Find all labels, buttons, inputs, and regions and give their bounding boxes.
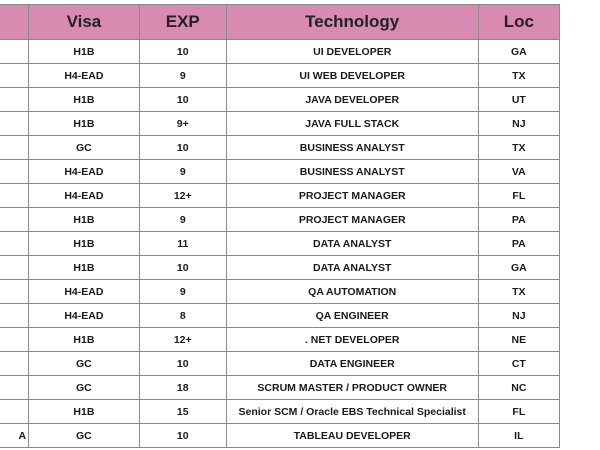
cell-technology: UI WEB DEVELOPER [226, 64, 478, 88]
cell-technology: PROJECT MANAGER [226, 208, 478, 232]
cell-visa: H1B [29, 256, 140, 280]
cell-exp: 8 [139, 304, 226, 328]
table-row [0, 160, 560, 184]
cell-loc: PA [478, 208, 559, 232]
cell-loc: CT [478, 352, 559, 376]
header-row [0, 5, 560, 40]
cell-name [0, 40, 29, 64]
cell-loc: NE [478, 328, 559, 352]
cell-exp: 9+ [139, 112, 226, 136]
cell-name [0, 280, 29, 304]
cell-exp: 10 [139, 424, 226, 448]
table-row [0, 184, 560, 208]
cell-exp: 10 [139, 352, 226, 376]
cell-visa: H4-EAD [29, 304, 140, 328]
table-row [0, 112, 560, 136]
cell-visa: H4-EAD [29, 64, 140, 88]
cell-visa: H1B [29, 400, 140, 424]
cell-visa: GC [29, 136, 140, 160]
cell-visa: H1B [29, 88, 140, 112]
cell-technology: SCRUM MASTER / PRODUCT OWNER [226, 376, 478, 400]
cell-loc: TX [478, 136, 559, 160]
cell-exp: 12+ [139, 184, 226, 208]
cell-exp: 10 [139, 136, 226, 160]
cell-visa: H1B [29, 208, 140, 232]
cell-exp: 18 [139, 376, 226, 400]
cell-technology: JAVA DEVELOPER [226, 88, 478, 112]
cell-name [0, 112, 29, 136]
cell-loc: TX [478, 64, 559, 88]
header-technology: Technology [226, 5, 478, 40]
cell-loc: NJ [478, 112, 559, 136]
table-row [0, 304, 560, 328]
table-row [0, 64, 560, 88]
cell-technology: . NET DEVELOPER [226, 328, 478, 352]
cell-exp: 9 [139, 208, 226, 232]
cell-name [0, 352, 29, 376]
cell-visa: H4-EAD [29, 184, 140, 208]
table-row [0, 328, 560, 352]
cell-exp: 9 [139, 64, 226, 88]
table-row [0, 208, 560, 232]
cell-technology: PROJECT MANAGER [226, 184, 478, 208]
candidate-table [0, 4, 560, 448]
table-row [0, 256, 560, 280]
cell-technology: JAVA FULL STACK [226, 112, 478, 136]
cell-technology: QA AUTOMATION [226, 280, 478, 304]
cell-loc: IL [478, 424, 559, 448]
cell-exp: 9 [139, 280, 226, 304]
cell-name [0, 64, 29, 88]
cell-visa: H1B [29, 40, 140, 64]
table-row [0, 280, 560, 304]
cell-visa: GC [29, 424, 140, 448]
cell-exp: 10 [139, 88, 226, 112]
cell-exp: 11 [139, 232, 226, 256]
table-body [0, 40, 560, 448]
cell-loc: NJ [478, 304, 559, 328]
cell-technology: UI DEVELOPER [226, 40, 478, 64]
table-row [0, 40, 560, 64]
cell-loc: UT [478, 88, 559, 112]
cell-technology: BUSINESS ANALYST [226, 136, 478, 160]
cell-visa: H4-EAD [29, 160, 140, 184]
cell-loc: GA [478, 256, 559, 280]
cell-loc: TX [478, 280, 559, 304]
cell-name [0, 88, 29, 112]
cell-exp: 9 [139, 160, 226, 184]
cell-name [0, 256, 29, 280]
cell-name [0, 184, 29, 208]
table-row [0, 400, 560, 424]
table-row [0, 424, 560, 448]
cell-technology: DATA ENGINEER [226, 352, 478, 376]
cell-technology: Senior SCM / Oracle EBS Technical Specialist [226, 400, 478, 424]
cell-loc: VA [478, 160, 559, 184]
cell-exp: 15 [139, 400, 226, 424]
cell-technology: TABLEAU DEVELOPER [226, 424, 478, 448]
cell-visa: GC [29, 376, 140, 400]
table-row [0, 352, 560, 376]
cell-visa: GC [29, 352, 140, 376]
cell-name [0, 160, 29, 184]
cell-technology: DATA ANALYST [226, 256, 478, 280]
table-row [0, 88, 560, 112]
header-name [0, 5, 29, 40]
cell-name [0, 376, 29, 400]
header-visa: Visa [29, 5, 140, 40]
cell-technology: DATA ANALYST [226, 232, 478, 256]
cell-exp: 10 [139, 256, 226, 280]
table-row [0, 376, 560, 400]
cell-loc: FL [478, 184, 559, 208]
header-loc: Loc [478, 5, 559, 40]
cell-loc: GA [478, 40, 559, 64]
table-row [0, 232, 560, 256]
cell-name [0, 328, 29, 352]
cell-loc: PA [478, 232, 559, 256]
cell-name [0, 136, 29, 160]
table-row [0, 136, 560, 160]
cell-visa: H1B [29, 328, 140, 352]
cell-visa: H1B [29, 232, 140, 256]
cell-name [0, 400, 29, 424]
cell-exp: 12+ [139, 328, 226, 352]
header-exp: EXP [139, 5, 226, 40]
cell-technology: QA ENGINEER [226, 304, 478, 328]
cell-name [0, 232, 29, 256]
cell-visa: H1B [29, 112, 140, 136]
cell-loc: NC [478, 376, 559, 400]
cell-visa: H4-EAD [29, 280, 140, 304]
cell-name [0, 208, 29, 232]
cell-technology: BUSINESS ANALYST [226, 160, 478, 184]
cell-exp: 10 [139, 40, 226, 64]
cell-name: A [0, 424, 29, 448]
cell-loc: FL [478, 400, 559, 424]
cell-name [0, 304, 29, 328]
